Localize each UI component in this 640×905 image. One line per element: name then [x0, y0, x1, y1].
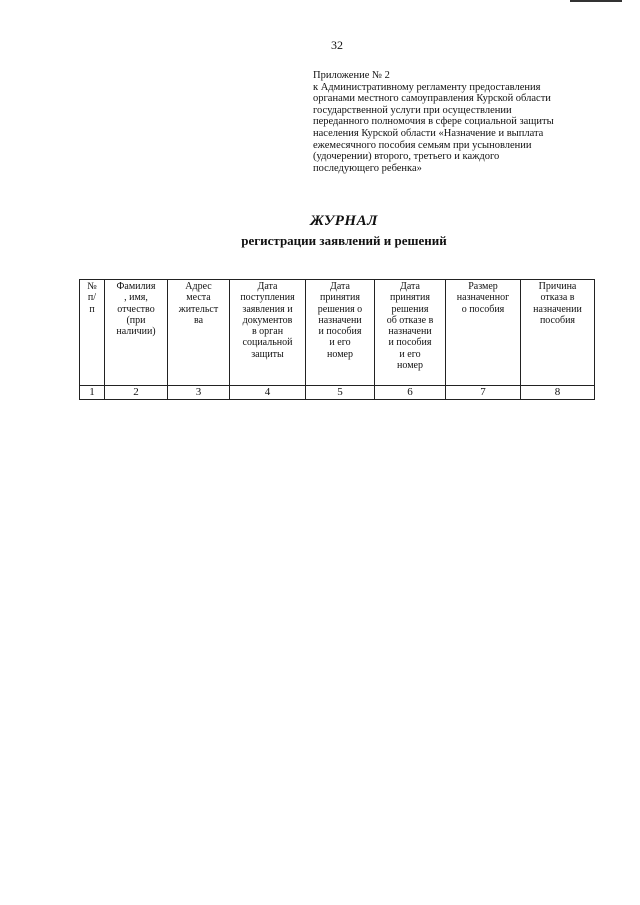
- header-application-date: Дата поступления заявления и документов в орган социальной защиты: [230, 280, 306, 386]
- column-index: 8: [521, 386, 595, 400]
- document-title: ЖУРНАЛ: [310, 213, 378, 229]
- appendix-line: (удочерении) второго, третьего и каждого: [313, 151, 500, 163]
- header-grant-decision: Дата принятия решения о назначени и пособия и его номер: [306, 280, 375, 386]
- appendix-line: последующего ребенка»: [313, 162, 422, 174]
- column-index: 6: [375, 386, 446, 400]
- appendix-line: органами местного самоуправления Курской области: [313, 93, 551, 105]
- document-subtitle: регистрации заявлений и решений: [241, 233, 447, 248]
- appendix-line: ежемесячного пособия семьям при усыновлении: [313, 139, 532, 151]
- journal-table: [79, 279, 595, 400]
- column-index: 4: [230, 386, 306, 400]
- appendix-line: к Административному регламенту предоставления: [313, 81, 541, 93]
- header-benefit-amount: Размер назначенног о пособия: [446, 280, 521, 386]
- column-index: 3: [168, 386, 230, 400]
- column-number-row: [80, 386, 595, 400]
- appendix-line: Приложение № 2: [313, 70, 390, 81]
- column-index: 7: [446, 386, 521, 400]
- column-index: 5: [306, 386, 375, 400]
- document-heading: [0, 213, 640, 249]
- column-index: 1: [80, 386, 105, 400]
- table-header-row: [80, 280, 595, 386]
- column-index: 2: [105, 386, 168, 400]
- header-full-name: Фамилия , имя, отчество (при наличии): [105, 280, 168, 386]
- appendix-line: населения Курской области «Назначение и выплата: [313, 127, 544, 139]
- header-refusal-reason: Причина отказа в назначении пособия: [521, 280, 595, 386]
- appendix-note: [313, 70, 603, 174]
- appendix-line: государственной услуги при осуществлении: [313, 104, 512, 116]
- appendix-line: переданного полномочия в сфере социальной защиты: [313, 116, 554, 128]
- page-number: 32: [331, 38, 343, 52]
- header-number: № п/ п: [80, 280, 105, 386]
- header-refusal-decision: Дата принятия решения об отказе в назначени и пособия и его номер: [375, 280, 446, 386]
- scan-edge-mark: [570, 0, 622, 2]
- header-address: Адрес места жительст ва: [168, 280, 230, 386]
